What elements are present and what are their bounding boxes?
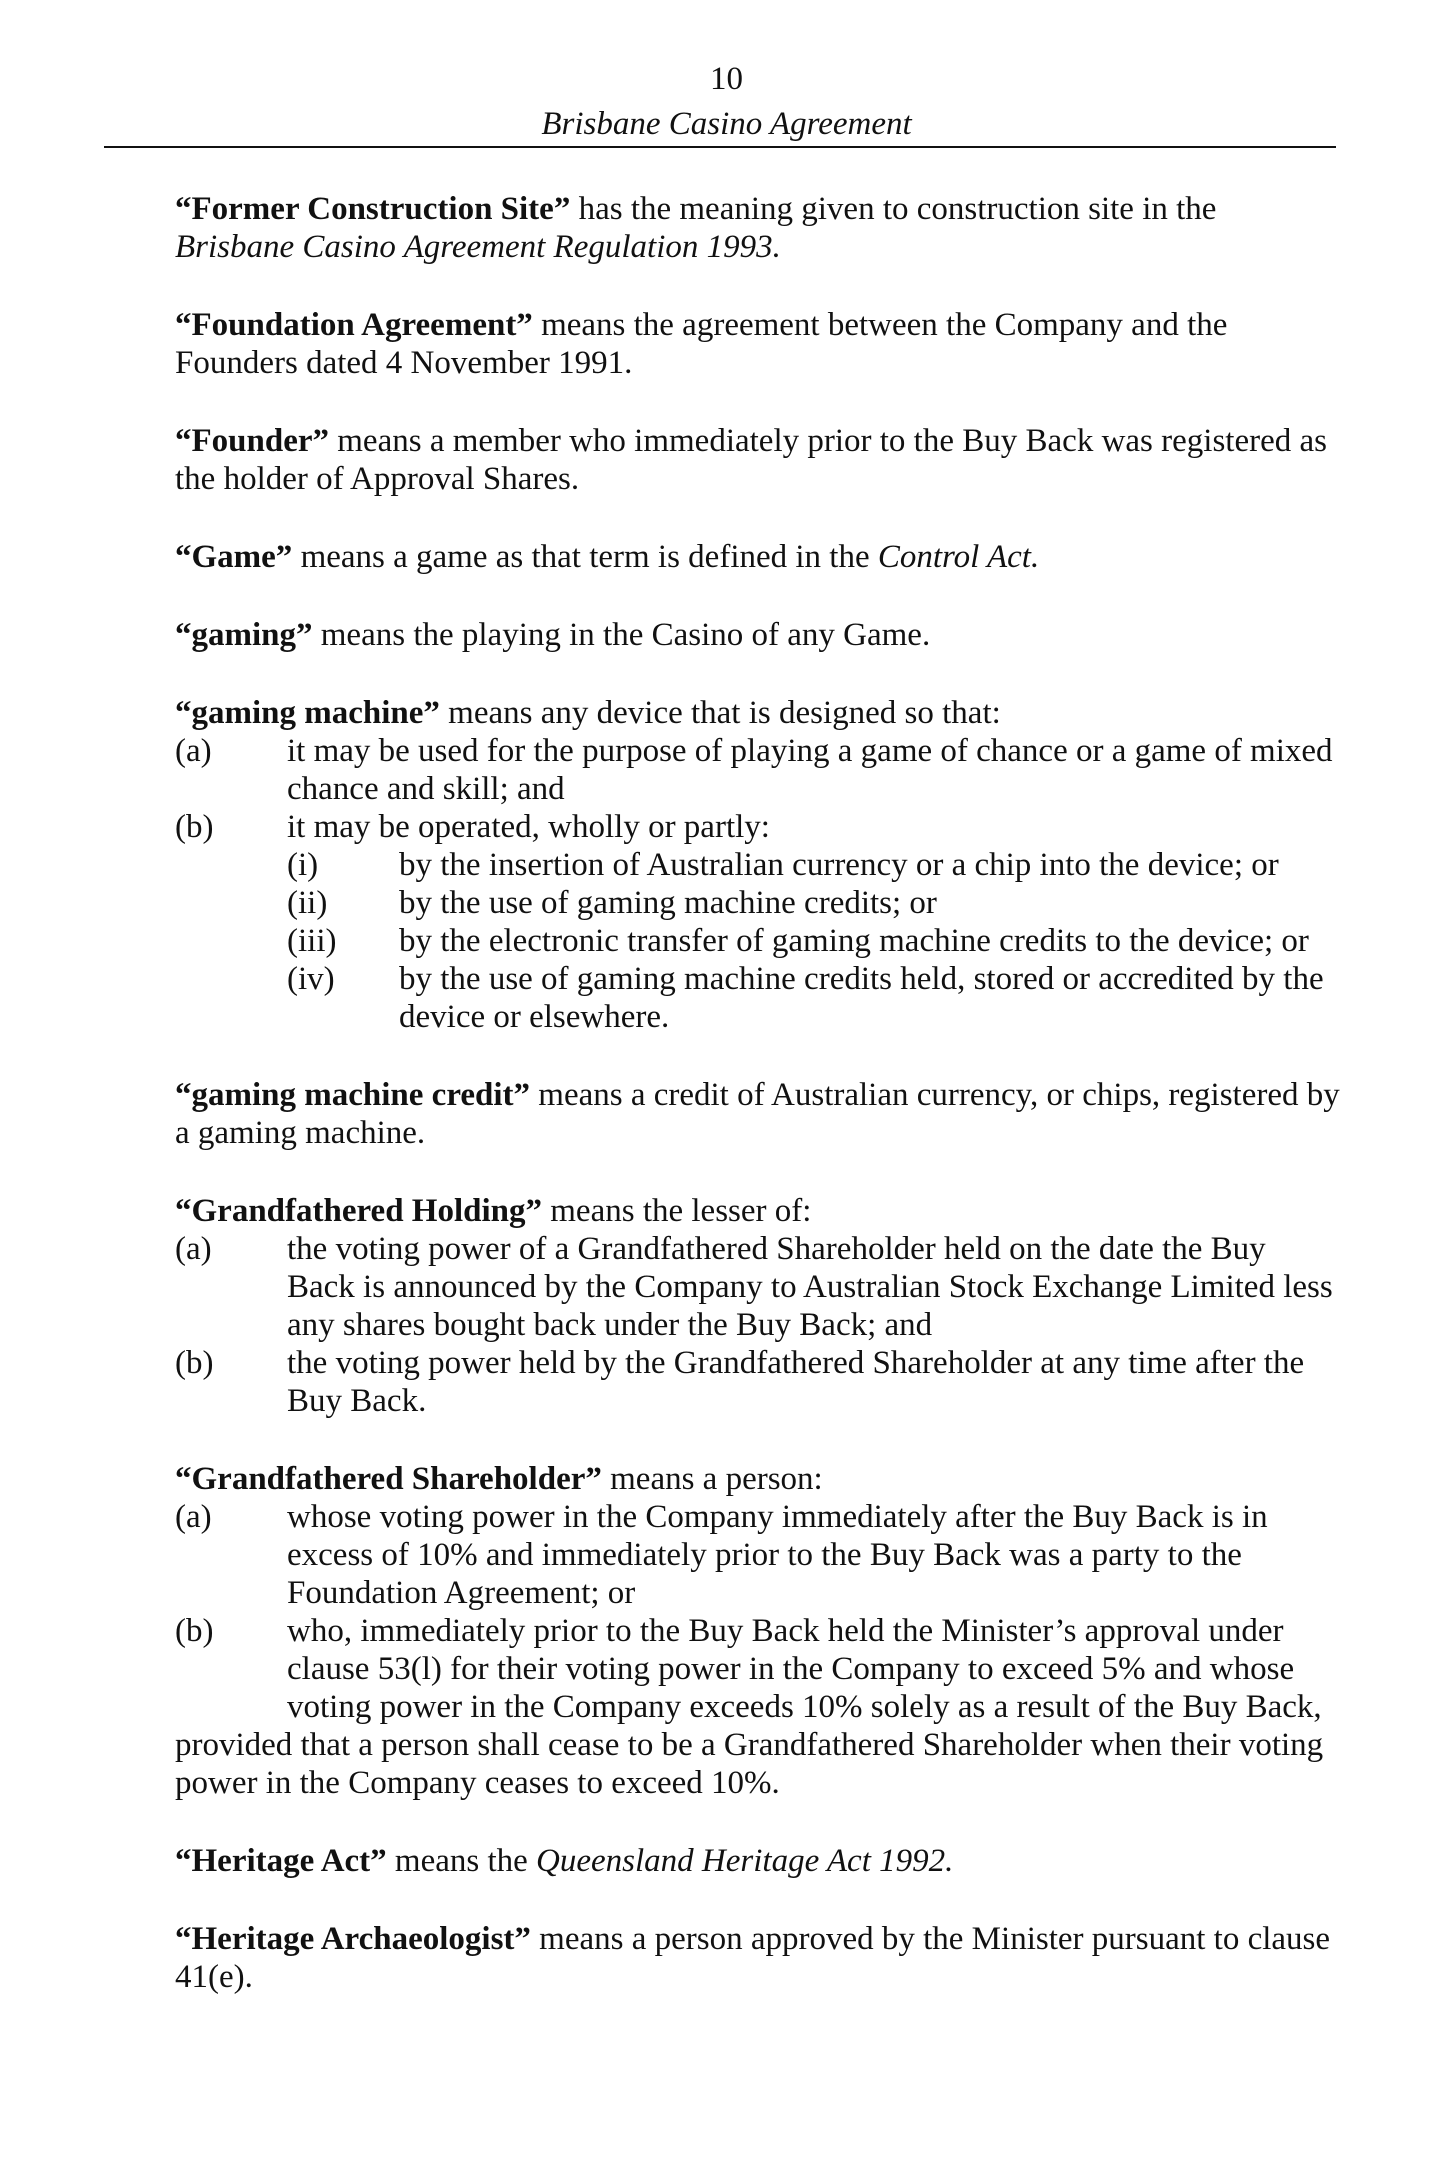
definition-paragraph: [175, 422, 1340, 498]
statute-reference: Queensland Heritage Act 1992: [536, 1843, 946, 1879]
definition-paragraph: [175, 616, 1340, 654]
defined-term: “Game”: [175, 539, 293, 575]
definition-text: has the meaning given to construction site in the: [570, 191, 1217, 227]
definition-entry: [175, 616, 1340, 654]
sub-list-item: [287, 960, 1340, 1036]
header-rule: [104, 146, 1336, 148]
definition-paragraph: [175, 1842, 1340, 1880]
definition-text-end: .: [1030, 539, 1040, 575]
defined-term: “gaming machine credit”: [175, 1077, 531, 1113]
definition-text: means any device that is designed so that:: [439, 695, 1001, 731]
list-item-label: (b): [175, 809, 214, 845]
list-item-text: it may be used for the purpose of playing a game of chance or a game of mixed chance and skill; and: [287, 733, 1333, 807]
sub-list-item-label: (iv): [287, 961, 335, 997]
definition-entry: [175, 1842, 1340, 1880]
list-item-label: (a): [175, 1499, 212, 1535]
definition-text: means the playing in the Casino of any Game.: [312, 617, 931, 653]
definition-paragraph: [175, 190, 1340, 266]
definition-proviso: provided that a person shall cease to be a Grandfathered Shareholder when their voting power in the Company ceases to exceed 10%.: [175, 1727, 1324, 1801]
defined-term: “gaming”: [175, 617, 313, 653]
definition-paragraph: [175, 1920, 1340, 1996]
definition-paragraph: [175, 306, 1340, 382]
list-item-text: who, immediately prior to the Buy Back held the Minister’s approval under clause 53(l) for their voting power in the Company to exceed 5% and whose voting power in the Company exceeds 10% solely as a result of the Buy Back,: [287, 1613, 1322, 1725]
definition-text: means a game as that term is defined in the: [292, 539, 878, 575]
sub-list-item-text: by the insertion of Australian currency or a chip into the device; or: [399, 847, 1279, 883]
sub-list-item-label: (iii): [287, 923, 337, 959]
definition-paragraph: [175, 1192, 1340, 1230]
list-item: [175, 1230, 1340, 1344]
sub-list-item-label: (ii): [287, 885, 328, 921]
statute-reference: Control Act: [877, 539, 1031, 575]
list-item-text: it may be operated, wholly or partly:: [287, 809, 770, 845]
list-item: [175, 1344, 1340, 1420]
definition-text-end: .: [945, 1843, 954, 1879]
statute-reference: Brisbane Casino Agreement Regulation 1993: [175, 229, 773, 265]
defined-term: “Foundation Agreement”: [175, 307, 533, 343]
defined-term: “Grandfathered Shareholder”: [175, 1461, 602, 1497]
definition-entry: [175, 190, 1340, 266]
sub-list-item: [287, 922, 1340, 960]
definition-entry: [175, 1192, 1340, 1420]
definition-text: means a member who immediately prior to the Buy Back was registered as the holder of Approval Shares.: [175, 423, 1327, 497]
defined-term: “Heritage Act”: [175, 1843, 387, 1879]
sub-list: [287, 846, 1340, 1036]
list-item-label: (b): [175, 1345, 214, 1381]
list-item-label: (b): [175, 1613, 214, 1649]
list-item-label: (a): [175, 1231, 212, 1267]
list-item-text: the voting power of a Grandfathered Shareholder held on the date the Buy Back is announced by the Company to Australian Stock Exchange Limited less any shares bought back under the Buy Back; and: [287, 1231, 1333, 1343]
list-item: [175, 1612, 1340, 1726]
definition-entry: [175, 422, 1340, 498]
defined-term: “gaming machine”: [175, 695, 440, 731]
definition-paragraph: [175, 538, 1340, 576]
list-item: [175, 1498, 1340, 1612]
definition-paragraph: [175, 1076, 1340, 1152]
list-item: [175, 732, 1340, 808]
page-number: 10: [710, 61, 743, 97]
running-title: Brisbane Casino Agreement: [541, 106, 912, 142]
sub-list-item-text: by the electronic transfer of gaming machine credits to the device; or: [399, 923, 1309, 959]
definition-entry: [175, 1920, 1340, 1996]
defined-term: “Heritage Archaeologist”: [175, 1921, 531, 1957]
definition-entry: [175, 306, 1340, 382]
definitions-list: [175, 190, 1340, 1996]
definition-paragraph: [175, 1460, 1340, 1498]
definition-entry: [175, 1460, 1340, 1802]
sub-list-item-label: (i): [287, 847, 319, 883]
sub-list-item-text: by the use of gaming machine credits; or: [399, 885, 937, 921]
defined-term: “Former Construction Site”: [175, 191, 571, 227]
list-item-text: whose voting power in the Company immediately after the Buy Back is in excess of 10% and immediately prior to the Buy Back was a party to the Foundation Agreement; or: [287, 1499, 1268, 1611]
list-item: [175, 808, 1340, 1036]
definition-text: means the: [386, 1843, 537, 1879]
definition-entry: [175, 1076, 1340, 1152]
definition-paragraph: [175, 694, 1340, 732]
defined-term: “Founder”: [175, 423, 330, 459]
list-item-label: (a): [175, 733, 212, 769]
definition-text: means a credit of Australian currency, or chips, registered by a gaming machine.: [175, 1077, 1340, 1151]
sub-list-item-text: by the use of gaming machine credits held, stored or accredited by the device or elsewhere.: [399, 961, 1324, 1035]
definition-text: means the lesser of:: [542, 1193, 812, 1229]
list-item-text: the voting power held by the Grandfathered Shareholder at any time after the Buy Back.: [287, 1345, 1305, 1419]
definition-entry: [175, 538, 1340, 576]
definition-entry: [175, 694, 1340, 1036]
definition-text: means a person:: [601, 1461, 823, 1497]
sub-list-item: [287, 846, 1340, 884]
defined-term: “Grandfathered Holding”: [175, 1193, 543, 1229]
definition-text-end: .: [772, 229, 781, 265]
definition-text: means the agreement between the Company and the Founders dated 4 November 1991.: [175, 307, 1228, 381]
definition-text: means a person approved by the Minister pursuant to clause 41(e).: [175, 1921, 1331, 1995]
sub-list-item: [287, 884, 1340, 922]
